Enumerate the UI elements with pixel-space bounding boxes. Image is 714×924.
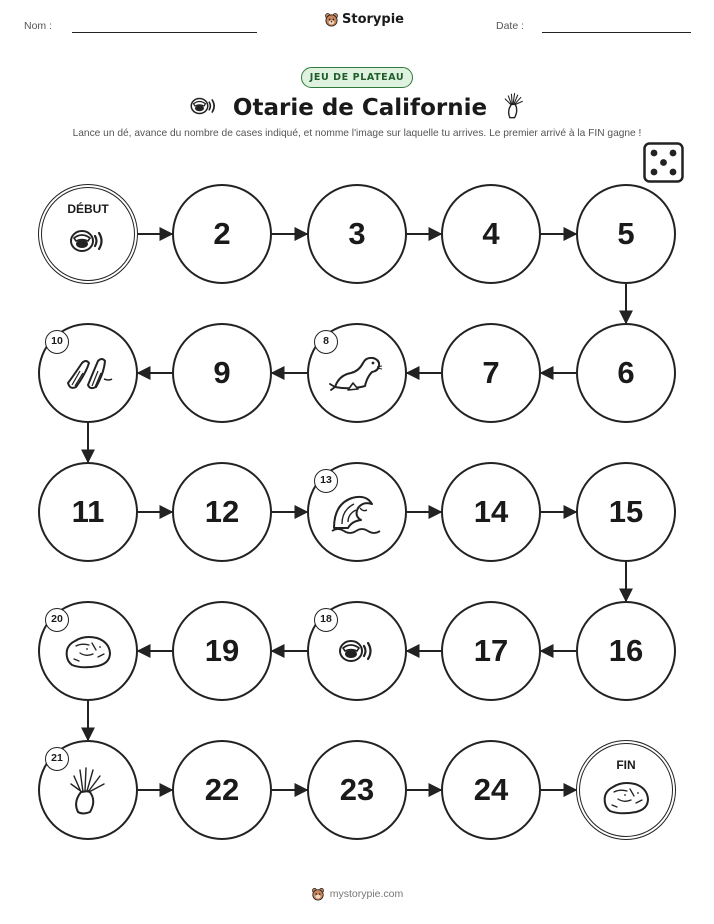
board-cell-6 xyxy=(576,323,676,423)
board-cell-23 xyxy=(307,740,407,840)
cell-number: 3 xyxy=(348,216,366,251)
cell-number: 11 xyxy=(71,494,105,529)
rock-icon xyxy=(62,631,114,671)
board-cell-9 xyxy=(172,323,272,423)
cell-number: 7 xyxy=(482,355,500,390)
speaking-mouth-icon xyxy=(337,635,377,667)
cell-number: 4 xyxy=(482,216,500,251)
board-cell-3 xyxy=(307,184,407,284)
cell-number: 19 xyxy=(204,633,240,668)
category-badge: JEU DE PLATEAU xyxy=(301,67,413,88)
wave-icon xyxy=(330,490,384,534)
cell-number: 24 xyxy=(473,772,509,807)
board-cell-25 xyxy=(576,740,676,840)
date-label: Date : xyxy=(496,20,525,32)
board-cell-16 xyxy=(576,601,676,701)
board-cell-15 xyxy=(576,462,676,562)
page-title: Otarie de Californie xyxy=(232,95,488,121)
board-cell-11 xyxy=(38,462,138,562)
board-cell-7 xyxy=(441,323,541,423)
cell-number: 17 xyxy=(473,633,509,668)
name-label: Nom : xyxy=(24,20,53,32)
cell-number-badge: 13 xyxy=(314,469,338,493)
footer xyxy=(0,887,714,901)
board-cell-24 xyxy=(441,740,541,840)
speaking-mouth-icon xyxy=(68,225,108,257)
instructions: Lance un dé, avance du nombre de cases indiqué, et nomme l'image sur laquelle tu arrives. Le premier arrivé à la FIN gagne ! xyxy=(72,128,642,139)
cell-number: 16 xyxy=(608,633,644,668)
cell-number: 23 xyxy=(339,772,375,807)
cell-label: FIN xyxy=(616,758,636,772)
cell-number: 15 xyxy=(608,494,644,529)
cell-number: 14 xyxy=(473,494,509,529)
cell-number: 9 xyxy=(213,355,231,390)
sea-lion-icon xyxy=(329,353,385,393)
board-cell-19 xyxy=(172,601,272,701)
cell-number: 6 xyxy=(617,355,635,390)
board-cell-22 xyxy=(172,740,272,840)
cell-label: DÉBUT xyxy=(67,202,109,216)
cell-number: 2 xyxy=(213,216,231,251)
bear-mascot-icon xyxy=(311,887,325,901)
board-cell-17 xyxy=(441,601,541,701)
cell-number: 22 xyxy=(204,772,240,807)
board-cell-2 xyxy=(172,184,272,284)
brand-name: Storypie xyxy=(342,12,404,27)
cell-number-badge: 8 xyxy=(314,330,338,354)
rock-icon xyxy=(600,777,652,817)
cell-number: 5 xyxy=(617,216,635,251)
flippers-icon xyxy=(62,353,114,393)
cell-number-badge: 10 xyxy=(45,330,69,354)
board-cell-5 xyxy=(576,184,676,284)
cell-number-badge: 18 xyxy=(314,608,338,632)
board-cell-1 xyxy=(38,184,138,284)
board-cell-14 xyxy=(441,462,541,562)
cell-number-badge: 21 xyxy=(45,747,69,771)
cell-number: 12 xyxy=(204,494,240,529)
board-cell-12 xyxy=(172,462,272,562)
sea-anemone-icon xyxy=(69,764,107,816)
footer-url[interactable]: mystorypie.com xyxy=(329,888,404,900)
cell-number-badge: 20 xyxy=(45,608,69,632)
board-cell-4 xyxy=(441,184,541,284)
